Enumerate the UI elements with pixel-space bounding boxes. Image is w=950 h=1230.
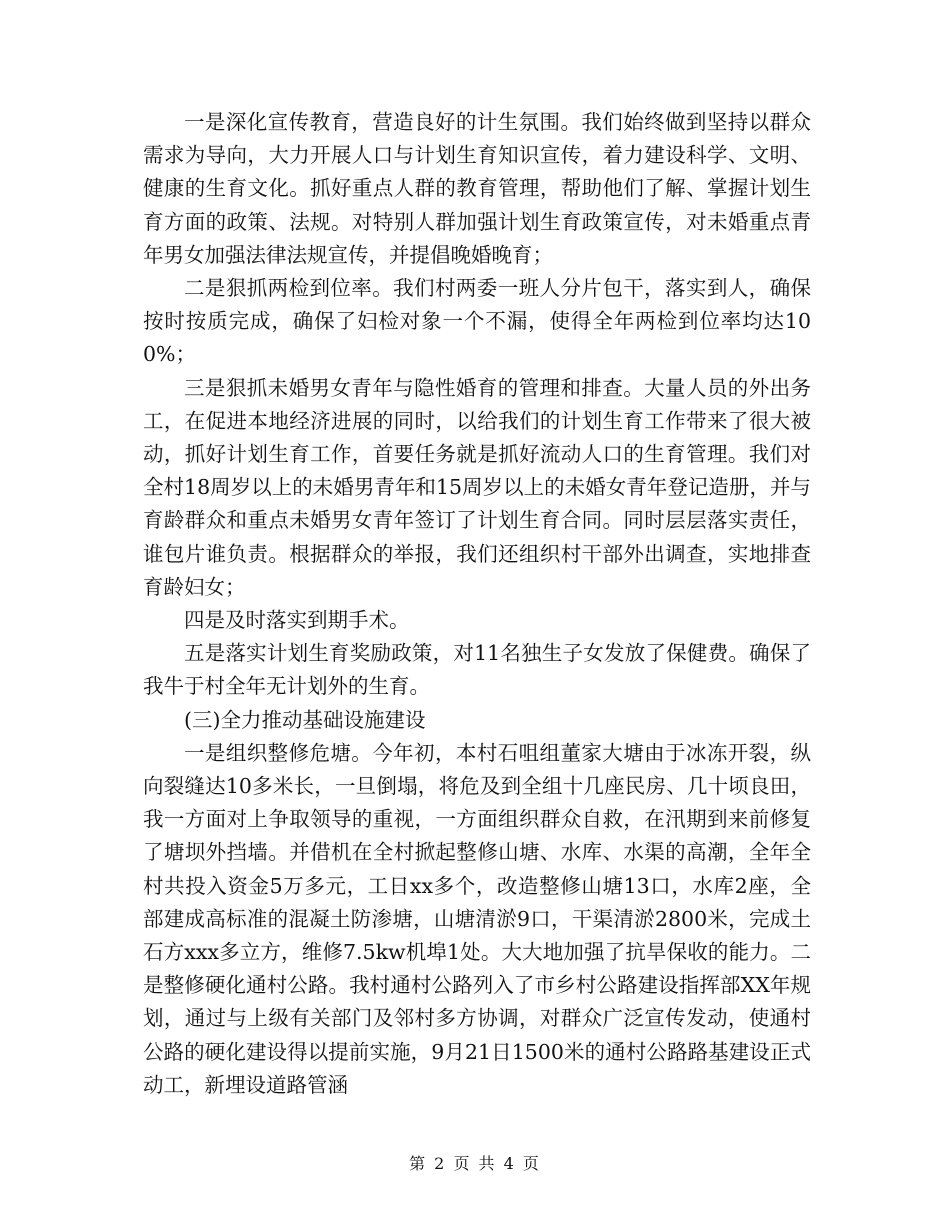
document-body xyxy=(143,106,811,1102)
paragraph-unmarried-youth: 三是狠抓未婚男女青年与隐性婚育的管理和排查。大量人员的外出务工，在促进本地经济进展的同时，以给我们的计划生育工作带来了很大被动，抓好计划生育工作，首要任务就是抓好流动人口的生育管理。我们对全村18周岁以上的未婚男青年和15周岁以上的未婚女青年登记造册，并与育龄群众和重点未婚男女青年签订了计划生育合同。同时层层落实责任，谁包片谁负责。根据群众的举报，我们还组织村干部外出调查，实地排查育龄妇女； xyxy=(143,375,811,599)
paragraph-publicity-education: 一是深化宣传教育，营造良好的计生氛围。我们始终做到坚持以群众需求为导向，大力开展人口与计划生育知识宣传，着力建设科学、文明、健康的生育文化。抓好重点人群的教育管理，帮助他们了解、掌握计划生育方面的政策、法规。对特别人群加强计划生育政策宣传，对未婚重点青年男女加强法律法规宣传，并提倡晚婚晚育； xyxy=(143,110,811,267)
paragraph-ponds-and-roads: 一是组织整修危塘。今年初，本村石咀组董家大塘由于冰冻开裂，纵向裂缝达10多米长，一旦倒塌，将危及到全组十几座民房、几十顷良田，我一方面对上争取领导的重视，一方面组织群众自救，在汛期到来前修复了塘坝外挡墙。并借机在全村掀起整修山塘、水库、水渠的高潮，全年全村共投入资金5万多元，工日xx多个，改造整修山塘13口，水库2座，全部建成高标准的混凝土防渗塘，山塘清淤9口，干渠清淤2800米，完成土石方xxx多立方，维修7.5kw机埠1处。大大地加强了抗旱保收的能力。二是整修硬化通村公路。我村通村公路列入了市乡村公路建设指挥部XX年规划，通过与上级有关部门及邻村多方协调，对群众广泛宣传发动，使通村公路的硬化建设得以提前实施，9月21日1500米的通村公路路基建设正式动工，新埋设道路管涵 xyxy=(143,740,811,1097)
paragraph-two-checks: 二是狠抓两检到位率。我们村两委一班人分片包干，落实到人，确保按时按质完成，确保了妇检对象一个不漏，使得全年两检到位率均达100%； xyxy=(143,276,811,367)
page-number-footer: 第 2 页 共 4 页 xyxy=(409,1154,541,1173)
section-heading-infrastructure: (三)全力推动基础设施建设 xyxy=(184,707,426,732)
paragraph-surgery: 四是及时落实到期手术。 xyxy=(184,608,410,633)
paragraph-reward-policy: 五是落实计划生育奖励政策，对11名独生子女发放了保健费。确保了我牛于村全年无计划外的生育。 xyxy=(143,641,811,699)
